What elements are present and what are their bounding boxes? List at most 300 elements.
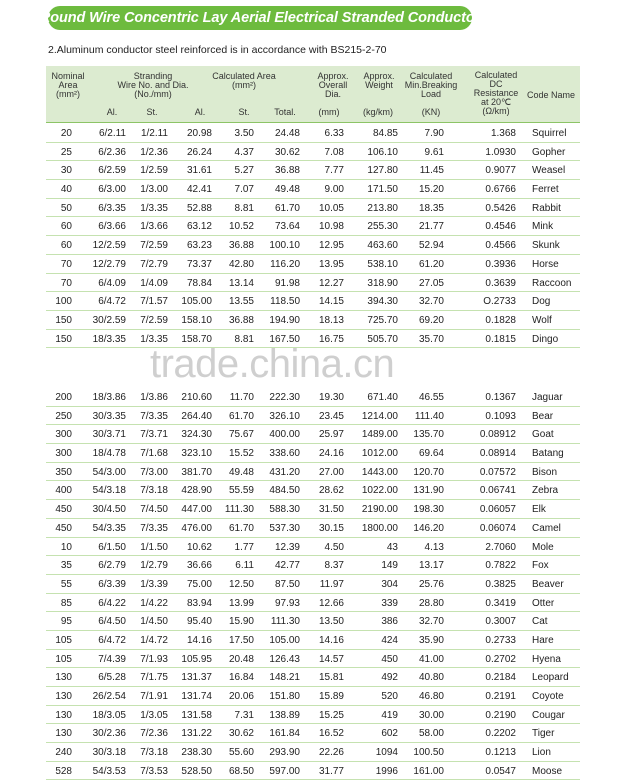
- cell-breaking-load: 46.80: [418, 691, 444, 702]
- cell-total-area: 97.93: [274, 597, 300, 609]
- section-subtitle: 2.Aluminum conductor steel reinforced is in accordance with BS215-2-70: [48, 44, 387, 56]
- cell-diameter: 24.16: [318, 448, 344, 460]
- cell-resistance: 0.08912: [479, 429, 516, 441]
- cell-resistance: 0.2190: [485, 709, 516, 721]
- cell-weight: 149: [381, 560, 398, 572]
- cell-area: 250: [55, 410, 72, 422]
- cell-diameter: 4.50: [324, 541, 344, 553]
- cell-area: 30: [60, 165, 72, 177]
- header-breaking-load: Calculated Min.Breaking Load: [404, 71, 458, 99]
- cell-al-wire: 12/2.79: [92, 258, 126, 270]
- cell-resistance: 0.3419: [485, 597, 516, 609]
- cell-diameter: 19.30: [318, 392, 344, 403]
- cell-resistance: 0.3007: [485, 616, 516, 628]
- cell-breaking-load: 100.50: [413, 747, 444, 759]
- cell-al-wire: 12/2.59: [92, 240, 126, 252]
- cell-st-wire: 7/3.35: [140, 410, 168, 422]
- cell-resistance: 0.08914: [479, 448, 516, 460]
- cell-al-wire: 6/4.72: [98, 296, 126, 308]
- header-weight-unit: (kg/km): [363, 107, 393, 117]
- cell-al-wire: 26/2.54: [92, 691, 126, 702]
- cell-st-wire: 7/3.71: [140, 429, 168, 441]
- cell-al-area: 447.00: [181, 504, 212, 516]
- cell-breaking-load: 4.13: [424, 541, 444, 553]
- cell-resistance: O.2733: [483, 296, 516, 308]
- cell-code-name: Lion: [532, 747, 551, 759]
- table-row: [46, 124, 580, 143]
- cell-area: 70: [60, 277, 72, 289]
- cell-st-wire: 7/2.36: [140, 728, 168, 740]
- cell-diameter: 18.13: [318, 314, 344, 326]
- cell-st-wire: 1/4.72: [140, 634, 168, 646]
- cell-breaking-load: 69.64: [418, 448, 444, 460]
- cell-al-area: 238.30: [181, 747, 212, 759]
- cell-code-name: Bear: [532, 410, 554, 422]
- cell-st-area: 36.88: [228, 314, 254, 326]
- cell-total-area: 30.62: [274, 146, 300, 158]
- cell-area: 95: [60, 616, 72, 628]
- cell-st-wire: 7/1.93: [140, 653, 168, 665]
- cell-total-area: 194.90: [269, 314, 300, 326]
- cell-weight: 213.80: [367, 202, 398, 214]
- cell-total-area: 87.50: [274, 578, 300, 590]
- cell-st-area: 4.37: [234, 146, 254, 158]
- watermark: trade.china.cn: [150, 342, 395, 386]
- table-row: [46, 236, 580, 255]
- cell-al-wire: 6/3.39: [98, 578, 126, 590]
- cell-weight: 725.70: [367, 314, 398, 326]
- cell-st-area: 13.99: [228, 597, 254, 609]
- cell-st-wire: 1/1.50: [140, 541, 168, 553]
- cell-area: 60: [60, 221, 72, 233]
- cell-diameter: 15.81: [318, 672, 344, 684]
- header-area-total: Total.: [274, 107, 296, 117]
- cell-breaking-load: 198.30: [413, 504, 444, 516]
- cell-code-name: Cat: [532, 616, 548, 628]
- table-row: [46, 519, 580, 538]
- cell-area: 40: [60, 184, 72, 196]
- cell-breaking-load: 25.76: [418, 578, 444, 590]
- cell-code-name: Coyote: [532, 691, 564, 702]
- cell-al-area: 476.00: [181, 522, 212, 534]
- cell-breaking-load: 30.00: [418, 709, 444, 721]
- cell-al-wire: 6/2.36: [98, 146, 126, 158]
- cell-diameter: 25.97: [318, 429, 344, 441]
- cell-weight: 1996: [375, 765, 398, 777]
- cell-st-area: 61.70: [228, 522, 254, 534]
- table-row: [46, 425, 580, 444]
- cell-breaking-load: 7.90: [424, 128, 444, 139]
- cell-area: 130: [55, 728, 72, 740]
- cell-total-area: 151.80: [269, 691, 300, 702]
- cell-al-area: 324.30: [181, 429, 212, 441]
- cell-al-wire: 6/1.50: [98, 541, 126, 553]
- cell-total-area: 91.98: [274, 277, 300, 289]
- table-row: [46, 575, 580, 594]
- cell-breaking-load: 35.90: [418, 634, 444, 646]
- cell-total-area: 42.77: [274, 560, 300, 572]
- cell-breaking-load: 111.40: [414, 410, 444, 422]
- cell-al-wire: 6/4.50: [98, 616, 126, 628]
- cell-st-area: 8.81: [234, 333, 254, 345]
- cell-breaking-load: 40.80: [418, 672, 444, 684]
- cell-weight: 419: [381, 709, 398, 721]
- cell-diameter: 31.77: [318, 765, 344, 777]
- cell-code-name: Tiger: [532, 728, 555, 740]
- cell-st-area: 6.11: [235, 560, 254, 572]
- cell-area: 200: [55, 392, 72, 403]
- cell-st-wire: 7/1.57: [140, 296, 168, 308]
- cell-resistance: 0.4546: [485, 221, 516, 233]
- cell-resistance: 0.06074: [479, 522, 516, 534]
- cell-diameter: 14.16: [318, 634, 344, 646]
- cell-weight: 386: [381, 616, 398, 628]
- cell-diameter: 16.52: [318, 728, 344, 740]
- cell-al-wire: 30/2.59: [92, 314, 126, 326]
- cell-code-name: Goat: [532, 429, 554, 441]
- cell-code-name: Squirrel: [532, 128, 567, 139]
- cell-al-wire: 54/3.18: [92, 485, 126, 497]
- cell-total-area: 73.64: [274, 221, 300, 233]
- cell-area: 400: [55, 485, 72, 497]
- cell-diameter: 12.95: [318, 240, 344, 252]
- cell-code-name: Skunk: [532, 240, 560, 252]
- cell-st-area: 7.07: [234, 184, 254, 196]
- header-stranding-st: St.: [146, 107, 158, 117]
- cell-total-area: 167.50: [269, 333, 300, 345]
- table-row: [46, 687, 580, 706]
- cell-al-area: 42.41: [186, 184, 212, 196]
- cell-resistance: 0.3825: [485, 578, 516, 590]
- cell-st-wire: 1/3.35: [140, 202, 168, 214]
- cell-st-area: 13.55: [228, 296, 254, 308]
- cell-resistance: 0.07572: [479, 466, 516, 478]
- header-divider: [46, 122, 580, 123]
- cell-code-name: Gopher: [532, 146, 566, 158]
- cell-st-wire: 1/3.05: [140, 709, 168, 721]
- cell-weight: 255.30: [367, 221, 398, 233]
- cell-diameter: 10.98: [318, 221, 344, 233]
- table-row: [46, 463, 580, 482]
- table-row: [46, 143, 580, 162]
- cell-code-name: Horse: [532, 258, 559, 270]
- table-row: [46, 199, 580, 218]
- cell-st-area: 20.06: [228, 691, 254, 702]
- cell-area: 130: [55, 691, 72, 702]
- cell-st-wire: 7/4.50: [140, 504, 168, 516]
- cell-code-name: Jaguar: [532, 392, 563, 403]
- cell-al-area: 95.40: [186, 616, 212, 628]
- cell-al-wire: 18/3.86: [92, 392, 126, 403]
- cell-al-wire: 30/3.71: [92, 429, 126, 441]
- cell-total-area: 537.30: [269, 522, 300, 534]
- cell-area: 60: [60, 240, 72, 252]
- table-body-lower: [46, 388, 580, 780]
- cell-al-wire: 18/3.35: [92, 333, 126, 345]
- cell-diameter: 13.95: [318, 258, 344, 270]
- table-row: [46, 217, 580, 236]
- cell-st-wire: 1/2.11: [140, 128, 168, 139]
- cell-al-wire: 54/3.35: [92, 522, 126, 534]
- cell-st-wire: 7/2.59: [140, 240, 168, 252]
- cell-code-name: Leopard: [532, 672, 569, 684]
- cell-st-area: 13.14: [228, 277, 254, 289]
- cell-area: 20: [60, 128, 72, 139]
- table-row: [46, 631, 580, 650]
- cell-st-wire: 7/3.18: [140, 747, 168, 759]
- cell-st-wire: 7/1.91: [140, 691, 168, 702]
- cell-st-wire: 7/3.53: [140, 765, 168, 777]
- cell-al-area: 36.66: [186, 560, 212, 572]
- cell-al-area: 131.37: [181, 672, 212, 684]
- cell-weight: 463.60: [367, 240, 398, 252]
- header-calc-area: Calculated Area (mm²): [212, 71, 276, 90]
- table-row: [46, 180, 580, 199]
- cell-st-wire: 1/4.22: [140, 597, 168, 609]
- cell-area: 150: [55, 314, 72, 326]
- table-row: [46, 706, 580, 725]
- cell-total-area: 431.20: [269, 466, 300, 478]
- cell-total-area: 588.30: [269, 504, 300, 516]
- cell-area: 55: [60, 578, 72, 590]
- cell-al-area: 131.58: [181, 709, 212, 721]
- cell-st-area: 3.50: [234, 128, 254, 139]
- cell-al-wire: 6/2.59: [98, 165, 126, 177]
- cell-st-wire: 7/3.00: [140, 466, 168, 478]
- header-nominal: Nominal Area (mm²): [51, 71, 85, 99]
- cell-breaking-load: 9.61: [424, 146, 444, 158]
- cell-weight: 1022.00: [361, 485, 398, 497]
- cell-diameter: 12.66: [318, 597, 344, 609]
- table-row: [46, 255, 580, 274]
- cell-st-area: 68.50: [228, 765, 254, 777]
- cell-breaking-load: 52.94: [418, 240, 444, 252]
- cell-breaking-load: 11.45: [419, 165, 444, 177]
- cell-al-wire: 54/3.53: [92, 765, 126, 777]
- cell-weight: 84.85: [372, 128, 398, 139]
- cell-total-area: 148.21: [269, 672, 300, 684]
- cell-st-wire: 1/4.50: [140, 616, 168, 628]
- cell-diameter: 23.45: [318, 410, 344, 422]
- cell-al-area: 63.12: [186, 221, 212, 233]
- table-row: [46, 668, 580, 687]
- cell-st-area: 5.27: [234, 165, 254, 177]
- cell-breaking-load: 46.55: [418, 392, 444, 403]
- cell-al-wire: 7/4.39: [98, 653, 126, 665]
- cell-al-wire: 6/4.09: [98, 277, 126, 289]
- table-row: [46, 762, 580, 780]
- cell-area: 450: [55, 504, 72, 516]
- cell-al-wire: 18/3.05: [92, 709, 126, 721]
- cell-area: 300: [55, 429, 72, 441]
- cell-al-area: 131.22: [181, 728, 212, 740]
- cell-diameter: 28.62: [318, 485, 344, 497]
- cell-breaking-load: 27.05: [418, 277, 444, 289]
- cell-weight: 505.70: [367, 333, 398, 345]
- table-row: [46, 274, 580, 293]
- cell-total-area: 61.70: [274, 202, 300, 214]
- cell-weight: 339: [381, 597, 398, 609]
- cell-st-wire: 7/2.79: [140, 258, 168, 270]
- cell-st-area: 55.60: [228, 747, 254, 759]
- table-row: [46, 650, 580, 669]
- cell-total-area: 400.00: [269, 429, 300, 441]
- cell-area: 10: [60, 541, 72, 553]
- cell-st-area: 30.62: [228, 728, 254, 740]
- cell-resistance: 0.9077: [485, 165, 516, 177]
- cell-al-area: 105.00: [181, 296, 212, 308]
- header-stranding: Stranding Wire No. and Dia. (No./mm): [117, 71, 189, 99]
- cell-total-area: 326.10: [269, 410, 300, 422]
- cell-resistance: 0.1828: [485, 314, 516, 326]
- cell-st-wire: 1/3.66: [140, 221, 168, 233]
- cell-weight: 1489.00: [361, 429, 398, 441]
- cell-total-area: 111.30: [270, 616, 300, 628]
- cell-al-area: 381.70: [181, 466, 212, 478]
- cell-st-area: 7.31: [234, 709, 254, 721]
- cell-total-area: 49.48: [274, 184, 300, 196]
- cell-resistance: 0.7822: [485, 560, 516, 572]
- cell-al-wire: 6/3.66: [98, 221, 126, 233]
- cell-st-area: 15.52: [228, 448, 254, 460]
- cell-diameter: 9.00: [324, 184, 344, 196]
- cell-resistance: 0.2191: [485, 691, 516, 702]
- cell-breaking-load: 161.00: [413, 765, 444, 777]
- cell-st-wire: 1/4.09: [140, 277, 168, 289]
- cell-breaking-load: 18.35: [418, 202, 444, 214]
- cell-breaking-load: 15.20: [418, 184, 444, 196]
- cell-code-name: Zebra: [532, 485, 559, 497]
- cell-area: 130: [55, 672, 72, 684]
- cell-area: 100: [55, 296, 72, 308]
- cell-resistance: 0.5426: [485, 202, 516, 214]
- cell-resistance: 0.3936: [485, 258, 516, 270]
- cell-resistance: 0.06741: [479, 485, 516, 497]
- cell-resistance: 0.06057: [479, 504, 516, 516]
- cell-diameter: 31.50: [318, 504, 344, 516]
- cell-breaking-load: 28.80: [418, 597, 444, 609]
- cell-al-wire: 30/3.18: [92, 747, 126, 759]
- cell-diameter: 13.50: [318, 616, 344, 628]
- cell-code-name: Weasel: [532, 165, 566, 177]
- cell-code-name: Dingo: [532, 333, 559, 345]
- cell-breaking-load: 61.20: [418, 258, 444, 270]
- cell-resistance: 0.2733: [485, 634, 516, 646]
- cell-area: 50: [60, 202, 72, 214]
- cell-code-name: Batang: [532, 448, 564, 460]
- cell-st-area: 55.59: [228, 485, 254, 497]
- cell-area: 130: [55, 709, 72, 721]
- cell-weight: 1012.00: [361, 448, 398, 460]
- cell-st-wire: 7/3.18: [140, 485, 168, 497]
- cell-st-wire: 1/2.59: [140, 165, 168, 177]
- cell-resistance: 0.1367: [485, 392, 516, 403]
- cell-st-area: 75.67: [228, 429, 254, 441]
- cell-al-wire: 30/3.35: [92, 410, 126, 422]
- cell-al-area: 78.84: [186, 277, 212, 289]
- cell-weight: 127.80: [367, 165, 398, 177]
- cell-code-name: Fox: [532, 560, 549, 572]
- cell-code-name: Mink: [532, 221, 554, 233]
- cell-area: 70: [60, 258, 72, 270]
- table-row: [46, 444, 580, 463]
- cell-area: 240: [55, 747, 72, 759]
- cell-code-name: Otter: [532, 597, 555, 609]
- cell-al-area: 20.98: [186, 128, 212, 139]
- cell-al-area: 83.94: [186, 597, 212, 609]
- cell-diameter: 15.89: [318, 691, 344, 702]
- cell-resistance: 2.7060: [485, 541, 516, 553]
- cell-al-area: 75.00: [186, 578, 212, 590]
- cell-st-area: 10.52: [228, 221, 254, 233]
- cell-weight: 106.10: [367, 146, 398, 158]
- cell-al-area: 428.90: [181, 485, 212, 497]
- cell-al-wire: 6/4.22: [98, 597, 126, 609]
- cell-area: 528: [55, 765, 72, 777]
- header-weight: Approx. Weight: [363, 71, 395, 90]
- cell-weight: 2190.00: [361, 504, 398, 516]
- cell-al-area: 131.74: [181, 691, 212, 702]
- cell-weight: 318.90: [367, 277, 398, 289]
- cell-weight: 43: [386, 541, 398, 553]
- cell-diameter: 22.26: [318, 747, 344, 759]
- header-diameter: Approx. Overall Dia.: [317, 71, 349, 99]
- table-row: [46, 481, 580, 500]
- cell-st-wire: 1/3.39: [140, 578, 168, 590]
- cell-diameter: 12.27: [318, 277, 344, 289]
- cell-breaking-load: 32.70: [418, 296, 444, 308]
- cell-al-wire: 6/5.28: [98, 672, 126, 684]
- cell-code-name: Raccoon: [532, 277, 572, 289]
- cell-diameter: 14.57: [318, 653, 344, 665]
- cell-weight: 1443.00: [361, 466, 398, 478]
- cell-diameter: 7.77: [324, 165, 344, 177]
- cell-st-wire: 7/1.68: [140, 448, 168, 460]
- cell-weight: 171.50: [367, 184, 398, 196]
- cell-diameter: 11.97: [319, 578, 344, 590]
- cell-al-area: 210.60: [181, 392, 212, 403]
- cell-total-area: 116.20: [270, 258, 300, 270]
- table-row: [46, 612, 580, 631]
- cell-total-area: 36.88: [274, 165, 300, 177]
- cell-resistance: 0.0547: [485, 765, 516, 777]
- header-area-al: Al.: [194, 107, 206, 117]
- cell-weight: 1214.00: [361, 410, 398, 422]
- table-row: [46, 724, 580, 743]
- cell-breaking-load: 120.70: [413, 466, 444, 478]
- table-row: [46, 407, 580, 426]
- cell-total-area: 138.89: [269, 709, 300, 721]
- cell-weight: 304: [381, 578, 398, 590]
- cell-diameter: 7.08: [324, 146, 344, 158]
- cell-code-name: Wolf: [532, 314, 552, 326]
- cell-area: 25: [60, 146, 72, 158]
- cell-al-area: 63.23: [186, 240, 212, 252]
- cell-al-wire: 6/2.11: [98, 128, 126, 139]
- cell-st-area: 36.88: [228, 240, 254, 252]
- cell-breaking-load: 21.77: [418, 221, 444, 233]
- cell-weight: 1800.00: [361, 522, 398, 534]
- cell-area: 105: [55, 634, 72, 646]
- cell-al-area: 52.88: [186, 202, 212, 214]
- cell-area: 85: [60, 597, 72, 609]
- cell-al-area: 73.37: [186, 258, 212, 270]
- cell-al-area: 264.40: [181, 410, 212, 422]
- cell-breaking-load: 69.20: [418, 314, 444, 326]
- header-stranding-al: Al.: [106, 107, 118, 117]
- cell-total-area: 126.43: [269, 653, 300, 665]
- cell-weight: 671.40: [367, 392, 398, 403]
